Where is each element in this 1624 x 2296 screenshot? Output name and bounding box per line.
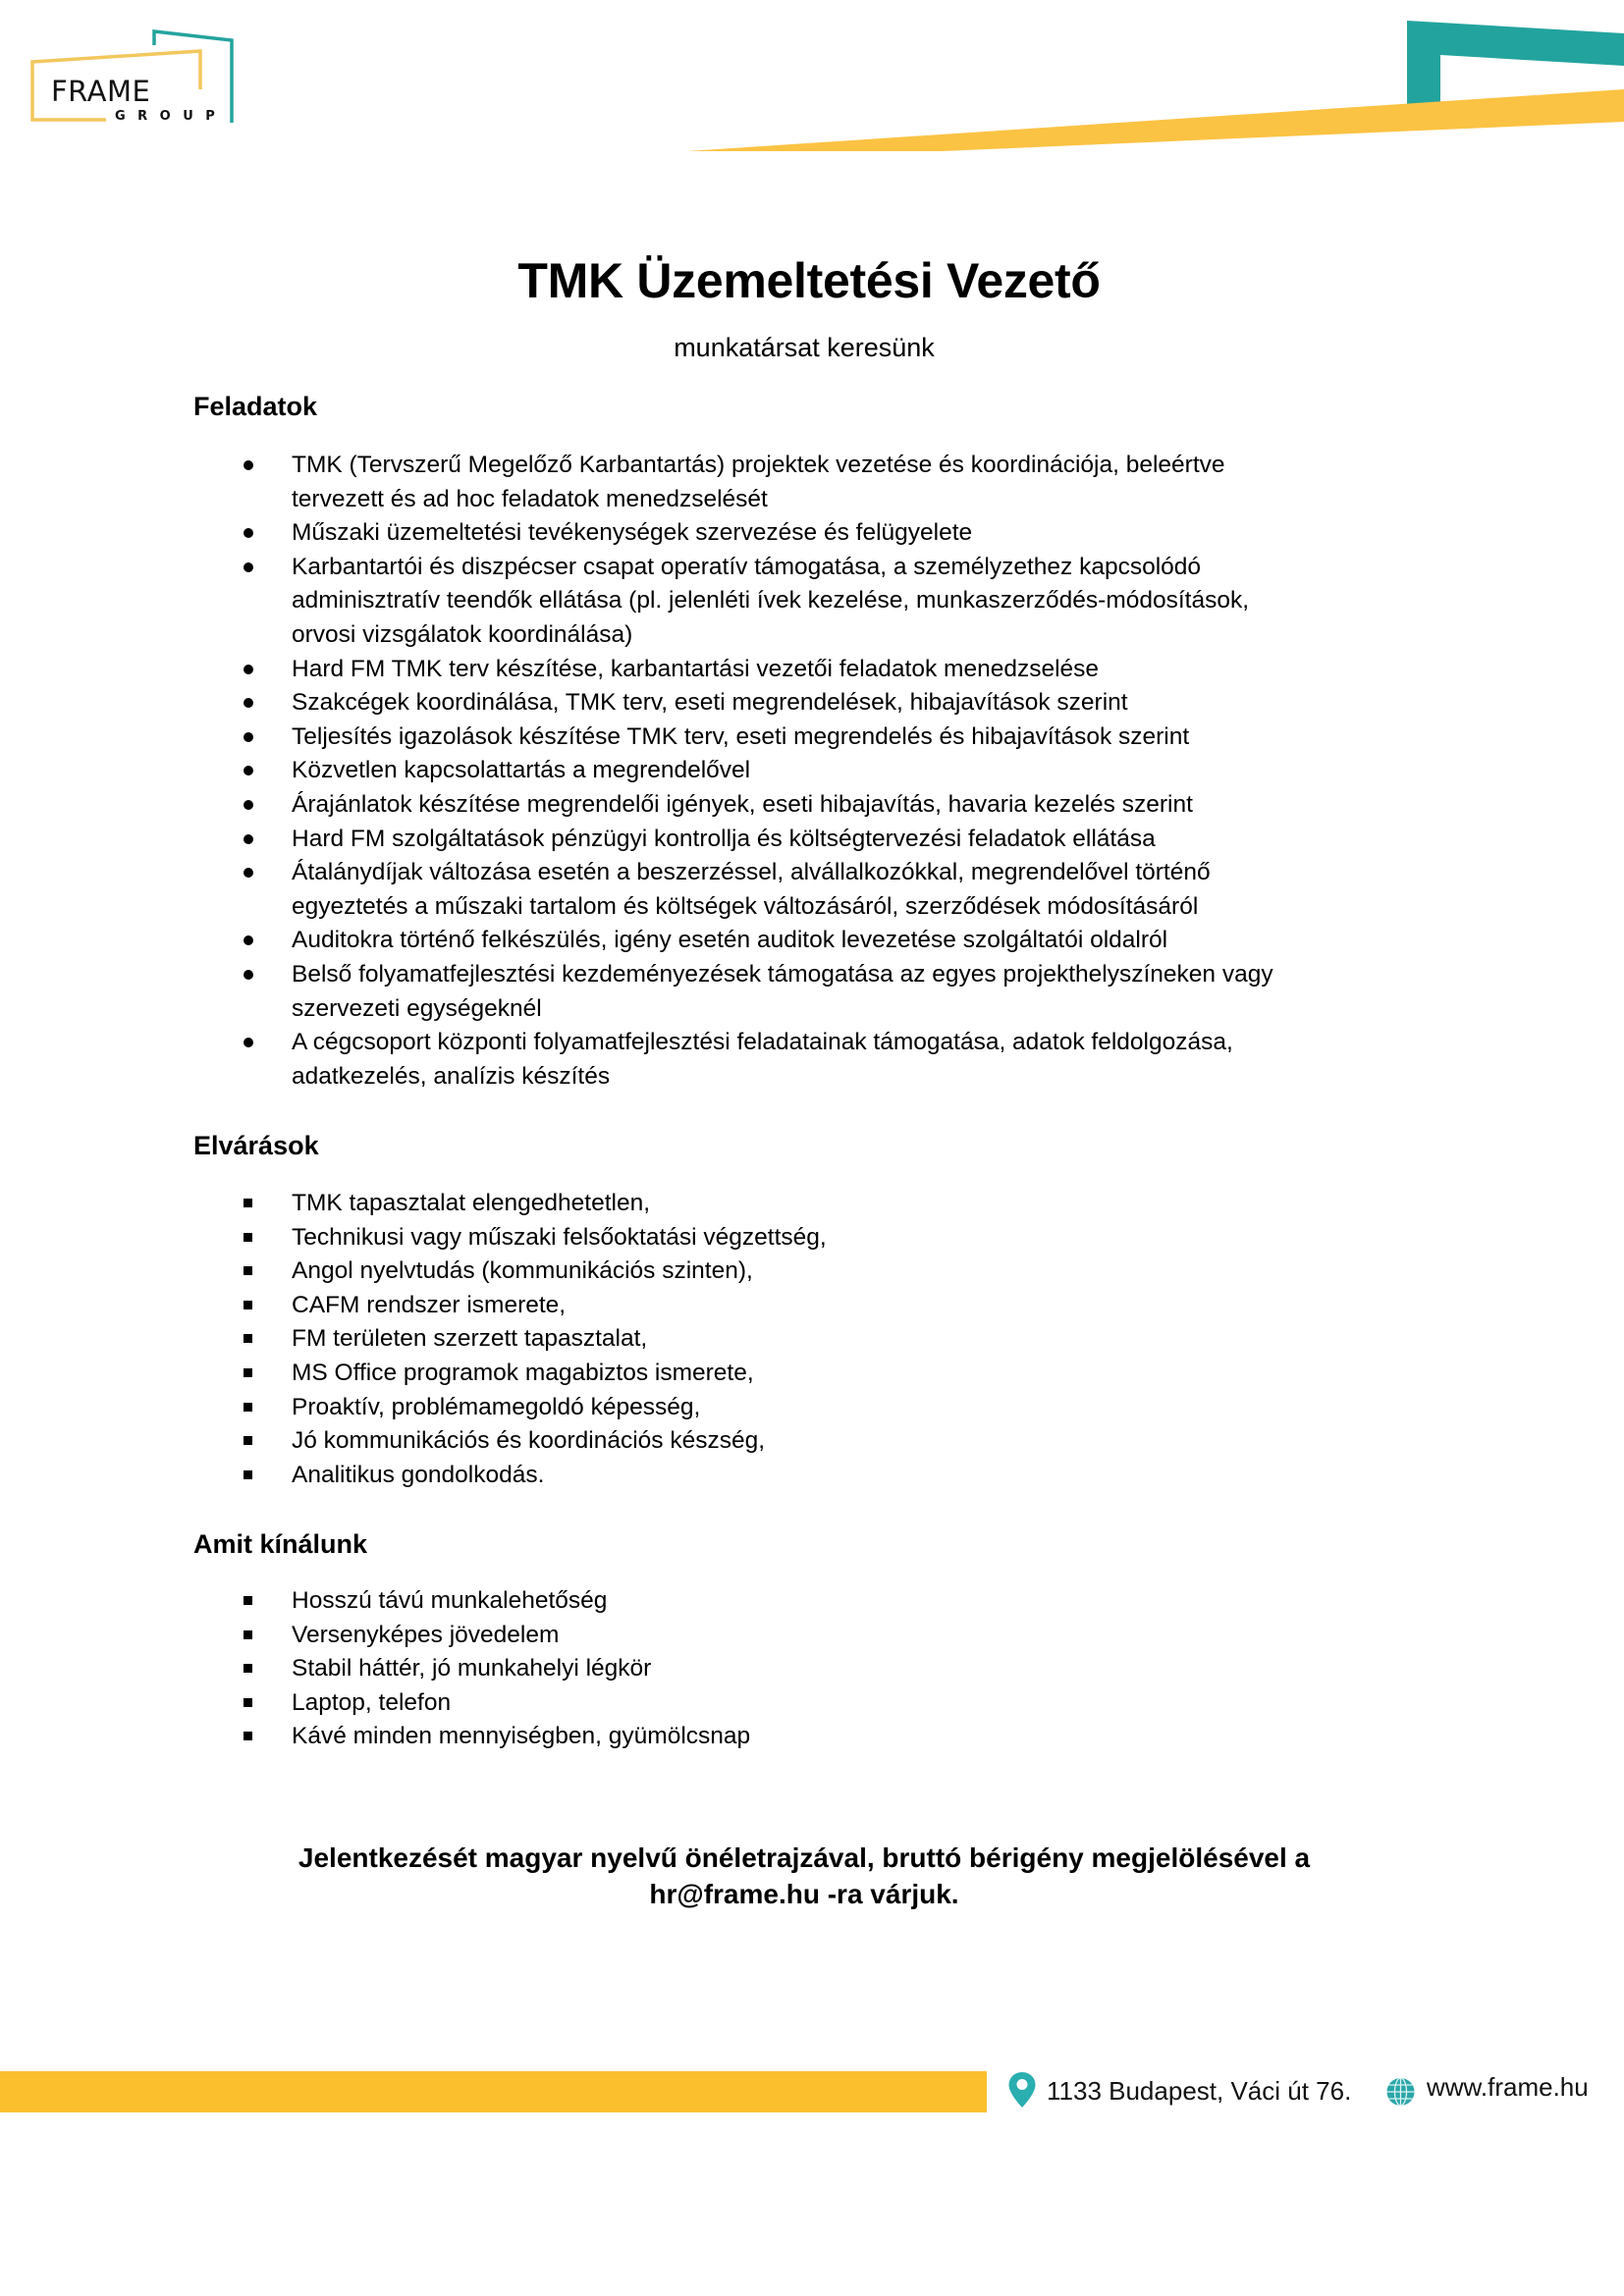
bullet-dot-icon <box>244 834 253 844</box>
section-heading-requirements: Elvárások <box>193 1131 319 1160</box>
globe-icon <box>1385 2077 1416 2107</box>
list-item: Stabil háttér, jó munkahelyi légkör <box>0 1652 750 1686</box>
list-item: TMK tapasztalat elengedhetetlen, <box>0 1187 827 1221</box>
bullet-dot-icon <box>244 935 253 945</box>
requirements-list <box>0 1187 827 1492</box>
list-item: Analitikus gondolkodás. <box>0 1459 827 1493</box>
bullet-square-icon <box>244 1403 252 1412</box>
bullet-dot-icon <box>244 562 253 572</box>
bullet-square-icon <box>244 1368 252 1377</box>
list-item: Közvetlen kapcsolattartás a megrendelővel <box>0 754 1273 788</box>
list-item: A cégcsoport központi folyamatfejlesztési feladatainak támogatása, adatok feldolgozása, adatkezelés, analízis készítés <box>0 1026 1273 1094</box>
list-item: Hard FM TMK terv készítése, karbantartási vezetői feladatok menedzselése <box>0 653 1273 687</box>
list-item: Szakcégek koordinálása, TMK terv, eseti megrendelések, hibajavítások szerint <box>0 686 1273 721</box>
list-item: Karbantartói és diszpécser csapat operatív támogatása, a személyzethez kapcsolódó adminisztratív teendők ellátása (pl. jelenléti ívek kezelése, munkaszerződés-módosítások, orvosi vizsgálatok koordinálása) <box>0 551 1273 653</box>
closing-line-1: Jelentkezését magyar nyelvű önéletrajzával, bruttó bérigény megjelölésével a <box>298 1842 1311 1873</box>
section-heading-offer: Amit kínálunk <box>193 1529 368 1559</box>
bullet-dot-icon <box>244 1038 253 1047</box>
logo-subword: GROUP <box>115 109 228 124</box>
bullet-dot-icon <box>244 528 253 538</box>
list-item: Teljesítés igazolások készítése TMK terv, eseti megrendelés és hibajavítások szerint <box>0 721 1273 755</box>
list-item: Jó kommunikációs és koordinációs készség, <box>0 1424 827 1459</box>
list-item: FM területen szerzett tapasztalat, <box>0 1322 827 1357</box>
list-item: Hosszú távú munkalehetőség <box>0 1584 750 1619</box>
bullet-square-icon <box>244 1470 252 1479</box>
bullet-square-icon <box>244 1698 252 1707</box>
footer-address: 1133 Budapest, Váci út 76. <box>1047 2076 1352 2106</box>
website-link[interactable]: www.frame.hu <box>1427 2072 1589 2102</box>
bullet-square-icon <box>244 1436 252 1445</box>
list-item: MS Office programok magabiztos ismerete, <box>0 1357 827 1391</box>
list-item: TMK (Tervszerű Megelőző Karbantartás) projektek vezetése és koordinációja, beleértve tervezett és ad hoc feladatok menedzselését <box>0 449 1273 516</box>
map-pin-icon <box>1007 2071 1037 2109</box>
list-item: Versenyképes jövedelem <box>0 1619 750 1653</box>
logo-wordmark: FRAME <box>51 75 151 108</box>
list-item: CAFM rendszer ismerete, <box>0 1289 827 1323</box>
bullet-square-icon <box>244 1732 252 1740</box>
bullet-square-icon <box>244 1266 252 1275</box>
bullet-dot-icon <box>244 732 253 742</box>
list-item: Laptop, telefon <box>0 1686 750 1721</box>
bullet-square-icon <box>244 1596 252 1605</box>
page-title: TMK Üzemeltetési Vezető <box>517 253 1101 308</box>
tasks-list <box>0 449 1273 1094</box>
list-item: Proaktív, problémamegoldó képesség, <box>0 1391 827 1425</box>
bullet-dot-icon <box>244 665 253 674</box>
list-item: Átalánydíjak változása esetén a beszerzéssel, alvállalkozókkal, megrendelővel történő egyeztetés a műszaki tartalom és költségek változásáról, szerződések módosításáról <box>0 856 1273 924</box>
bullet-dot-icon <box>244 460 253 470</box>
section-heading-tasks: Feladatok <box>193 392 318 421</box>
page-subtitle: munkatársat keresünk <box>674 333 935 362</box>
footer-yellow-bar <box>0 2071 987 2112</box>
list-item: Auditokra történő felkészülés, igény esetén auditok levezetése szolgáltatói oldalról <box>0 924 1273 958</box>
bullet-square-icon <box>244 1301 252 1309</box>
list-item: Hard FM szolgáltatások pénzügyi kontrollja és költségtervezési feladatok ellátása <box>0 823 1273 857</box>
bullet-dot-icon <box>244 868 253 878</box>
list-item: Műszaki üzemeltetési tevékenységek szervezése és felügyelete <box>0 516 1273 551</box>
list-item: Technikusi vagy műszaki felsőoktatási végzettség, <box>0 1221 827 1255</box>
bullet-square-icon <box>244 1630 252 1639</box>
bullet-dot-icon <box>244 970 253 980</box>
bullet-dot-icon <box>244 698 253 708</box>
bullet-square-icon <box>244 1233 252 1242</box>
bullet-square-icon <box>244 1334 252 1343</box>
closing-line-2: hr@frame.hu -ra várjuk. <box>649 1879 959 1909</box>
list-item: Angol nyelvtudás (kommunikációs szinten), <box>0 1255 827 1289</box>
bullet-square-icon <box>244 1199 252 1207</box>
header-yellow-band <box>687 89 1624 151</box>
bullet-dot-icon <box>244 766 253 775</box>
application-instructions <box>0 1840 1624 1912</box>
offer-list <box>0 1584 750 1754</box>
bullet-square-icon <box>244 1664 252 1673</box>
list-item: Kávé minden mennyiségben, gyümölcsnap <box>0 1720 750 1754</box>
list-item: Belső folyamatfejlesztési kezdeményezések támogatása az egyes projekthelyszíneken vagy szervezeti egységeknél <box>0 958 1273 1026</box>
bullet-dot-icon <box>244 800 253 810</box>
list-item: Árajánlatok készítése megrendelői igények, eseti hibajavítás, havaria kezelés szerint <box>0 788 1273 823</box>
